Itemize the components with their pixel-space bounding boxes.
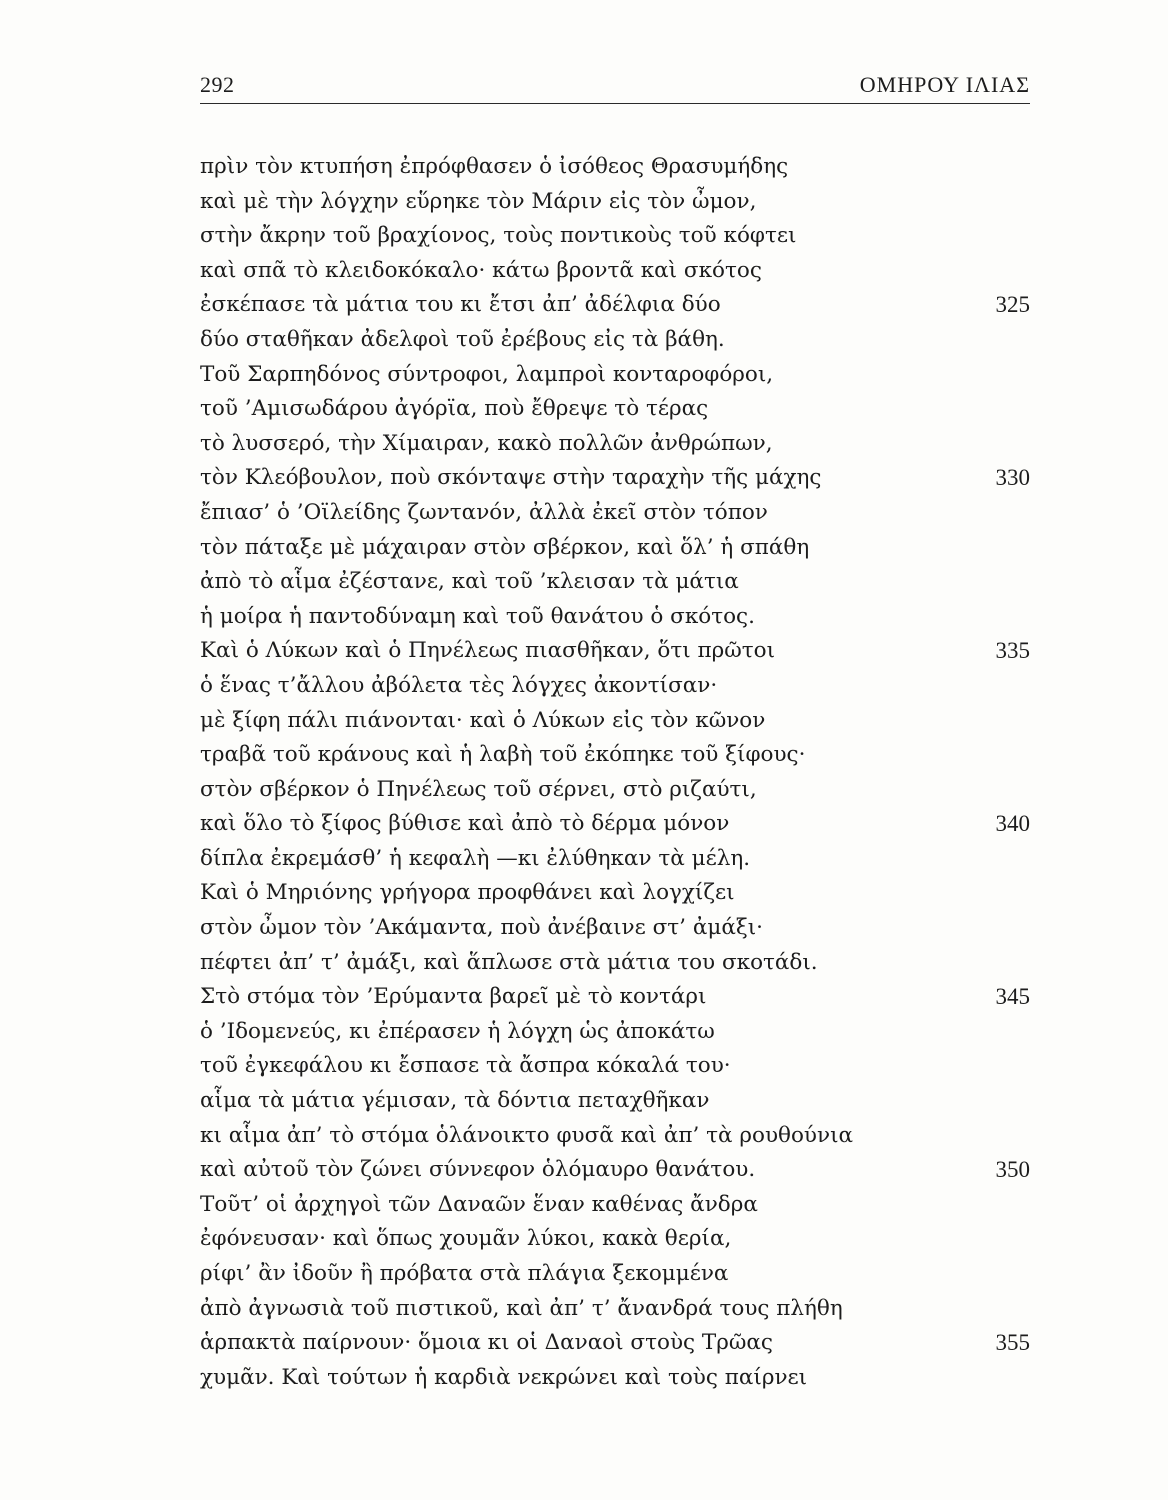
- verse-line: [200, 1084, 1030, 1119]
- line-number: 335: [995, 638, 1030, 664]
- verse-text: ρίφι’ ἂν ἰδοῦν ἢ πρόβατα στὰ πλάγια ξεκομμένα: [200, 1261, 729, 1286]
- verse-text: ἁρπακτὰ παίρνουν· ὅμοια κι οἱ Δαναοὶ στοὺς Τρῶας: [200, 1330, 773, 1356]
- verse-line: [200, 392, 1030, 427]
- verse-text: ἡ μοίρα ἡ παντοδύναμη καὶ τοῦ θανάτου ὁ σκότος.: [200, 603, 755, 629]
- verse-text: μὲ ξίφη πάλι πιάνονται· καὶ ὁ Λύκων εἰς τὸν κῶνον: [200, 707, 766, 733]
- verse-block: [200, 150, 1030, 1395]
- verse-line: [200, 1222, 1030, 1257]
- verse-line: [200, 704, 1030, 739]
- verse-text: ὁ ’Ιδομενεύς, κι ἐπέρασεν ἡ λόγχη ὡς ἀποκάτω: [200, 1018, 715, 1044]
- verse-line: [200, 911, 1030, 946]
- verse-line: [200, 1119, 1030, 1154]
- verse-text: τὸν Κλεόβουλον, ποὺ σκόνταψε στὴν ταραχὴν τῆς μάχης: [200, 465, 822, 491]
- verse-text: κι αἷμα ἀπ’ τὸ στόμα ὁλάνοικτο φυσᾶ καὶ ἀπ’ τὰ ρουθούνια: [200, 1122, 854, 1148]
- verse-line: [200, 565, 1030, 600]
- verse-line: [200, 669, 1030, 704]
- verse-text: Καὶ ὁ Λύκων καὶ ὁ Πηνέλεως πιασθῆκαν, ὅτι πρῶτοι: [200, 638, 776, 664]
- verse-line: [200, 1153, 1030, 1188]
- verse-line: [200, 531, 1030, 566]
- verse-text: καὶ σπᾶ τὸ κλειδοκόκαλο· κάτω βροντᾶ καὶ σκότος: [200, 257, 762, 283]
- verse-text: τὸ λυσσερό, τὴν Χίμαιραν, κακὸ πολλῶν ἀνθρώπων,: [200, 430, 773, 456]
- verse-line: [200, 1292, 1030, 1327]
- verse-line: [200, 946, 1030, 981]
- verse-line: [200, 1188, 1030, 1223]
- verse-line: [200, 1361, 1030, 1396]
- verse-line: [200, 600, 1030, 635]
- verse-line: [200, 185, 1030, 220]
- verse-line: [200, 150, 1030, 185]
- verse-line: [200, 288, 1030, 323]
- verse-text: στὴν ἄκρην τοῦ βραχίονος, τοὺς ποντικοὺς τοῦ κόφτει: [200, 223, 797, 249]
- page-number: 292: [200, 72, 235, 97]
- verse-line: [200, 807, 1030, 842]
- verse-text: Τοῦτ’ οἱ ἀρχηγοὶ τῶν Δαναῶν ἕναν καθένας ἄνδρα: [200, 1191, 758, 1217]
- line-number: 350: [995, 1157, 1030, 1183]
- verse-line: [200, 634, 1030, 669]
- verse-line: [200, 323, 1030, 358]
- line-number: 345: [995, 984, 1030, 1010]
- verse-text: τοῦ ἐγκεφάλου κι ἔσπασε τὰ ἄσπρα κόκαλά του·: [200, 1053, 731, 1079]
- verse-text: ὁ ἕνας τ’ἄλλου ἀβόλετα τὲς λόγχες ἀκοντίσαν·: [200, 672, 718, 698]
- line-number: 340: [995, 811, 1030, 837]
- verse-line: [200, 773, 1030, 808]
- verse-text: πρὶν τὸν κτυπήση ἐπρόφθασεν ὁ ἰσόθεος Θρασυμήδης: [200, 154, 789, 179]
- verse-text: δίπλα ἐκρεμάσθ’ ἡ κεφαλὴ —κι ἐλύθηκαν τὰ μέλη.: [200, 845, 751, 871]
- line-number: 330: [995, 465, 1030, 491]
- verse-text: ἔπιασ’ ὁ ’Οϊλείδης ζωντανόν, ἀλλὰ ἐκεῖ στὸν τόπον: [200, 499, 768, 525]
- verse-text: ἐσκέπασε τὰ μάτια του κι ἔτσι ἀπ’ ἀδέλφια δύο: [200, 292, 721, 318]
- verse-line: [200, 1326, 1030, 1361]
- verse-text: Καὶ ὁ Μηριόνης γρήγορα προφθάνει καὶ λογχίζει: [200, 880, 735, 906]
- verse-line: [200, 842, 1030, 877]
- verse-text: χυμᾶν. Καὶ τούτων ἡ καρδιὰ νεκρώνει καὶ τοὺς παίρνει: [200, 1364, 808, 1390]
- verse-line: [200, 219, 1030, 254]
- verse-line: [200, 427, 1030, 462]
- verse-text: ἀπὸ ἀγνωσιὰ τοῦ πιστικοῦ, καὶ ἀπ’ τ’ ἄνανδρά τους πλήθη: [200, 1295, 843, 1321]
- verse-text: τοῦ ’Αμισωδάρου ἀγόρϊα, ποὺ ἔθρεψε τὸ τέρας: [200, 396, 709, 422]
- verse-text: Στὸ στόμα τὸν ’Ερύμαντα βαρεῖ μὲ τὸ κοντάρι: [200, 984, 707, 1010]
- verse-line: [200, 496, 1030, 531]
- verse-text: πέφτει ἀπ’ τ’ ἀμάξι, καὶ ἅπλωσε στὰ μάτια του σκοτάδι.: [200, 949, 818, 975]
- line-number: 325: [995, 292, 1030, 318]
- verse-text: στὸν ὦμον τὸν ’Ακάμαντα, ποὺ ἀνέβαινε στ’ ἀμάξι·: [200, 915, 763, 941]
- verse-text: καὶ αὐτοῦ τὸν ζώνει σύννεφον ὁλόμαυρο θανάτου.: [200, 1157, 756, 1183]
- verse-line: [200, 1049, 1030, 1084]
- verse-text: ἀπὸ τὸ αἷμα ἐζέστανε, καὶ τοῦ ’κλεισαν τὰ μάτια: [200, 569, 739, 595]
- verse-line: [200, 461, 1030, 496]
- verse-line: [200, 876, 1030, 911]
- verse-line: [200, 254, 1030, 289]
- verse-text: αἷμα τὰ μάτια γέμισαν, τὰ δόντια πεταχθῆκαν: [200, 1088, 710, 1114]
- verse-text: τὸν πάταξε μὲ μάχαιραν στὸν σβέρκον, καὶ ὅλ’ ἡ σπάθη: [200, 534, 810, 560]
- verse-text: δύο σταθῆκαν ἀδελφοὶ τοῦ ἐρέβους εἰς τὰ βάθη.: [200, 326, 725, 352]
- running-title: ΟΜΗΡΟΥ ΙΛΙΑΣ: [859, 72, 1030, 97]
- verse-line: [200, 1257, 1030, 1292]
- header-rule: [200, 103, 1030, 104]
- verse-text: καὶ ὅλο τὸ ξίφος βύθισε καὶ ἀπὸ τὸ δέρμα μόνον: [200, 811, 730, 837]
- line-number: 355: [995, 1330, 1030, 1356]
- verse-text: καὶ μὲ τὴν λόγχην εὕρηκε τὸν Μάριν εἰς τὸν ὦμον,: [200, 188, 757, 214]
- verse-text: Τοῦ Σαρπηδόνος σύντροφοι, λαμπροὶ κονταροφόροι,: [200, 361, 774, 387]
- verse-text: ἐφόνευσαν· καὶ ὅπως χουμᾶν λύκοι, κακὰ θερία,: [200, 1226, 732, 1252]
- verse-text: τραβᾶ τοῦ κράνους καὶ ἡ λαβὴ τοῦ ἐκόπηκε τοῦ ξίφους·: [200, 742, 806, 768]
- verse-text: στὸν σβέρκον ὁ Πηνέλεως τοῦ σέρνει, στὸ ριζαύτι,: [200, 776, 757, 802]
- verse-line: [200, 738, 1030, 773]
- page-header: [200, 68, 1030, 100]
- verse-line: [200, 358, 1030, 393]
- verse-line: [200, 1015, 1030, 1050]
- verse-line: [200, 980, 1030, 1015]
